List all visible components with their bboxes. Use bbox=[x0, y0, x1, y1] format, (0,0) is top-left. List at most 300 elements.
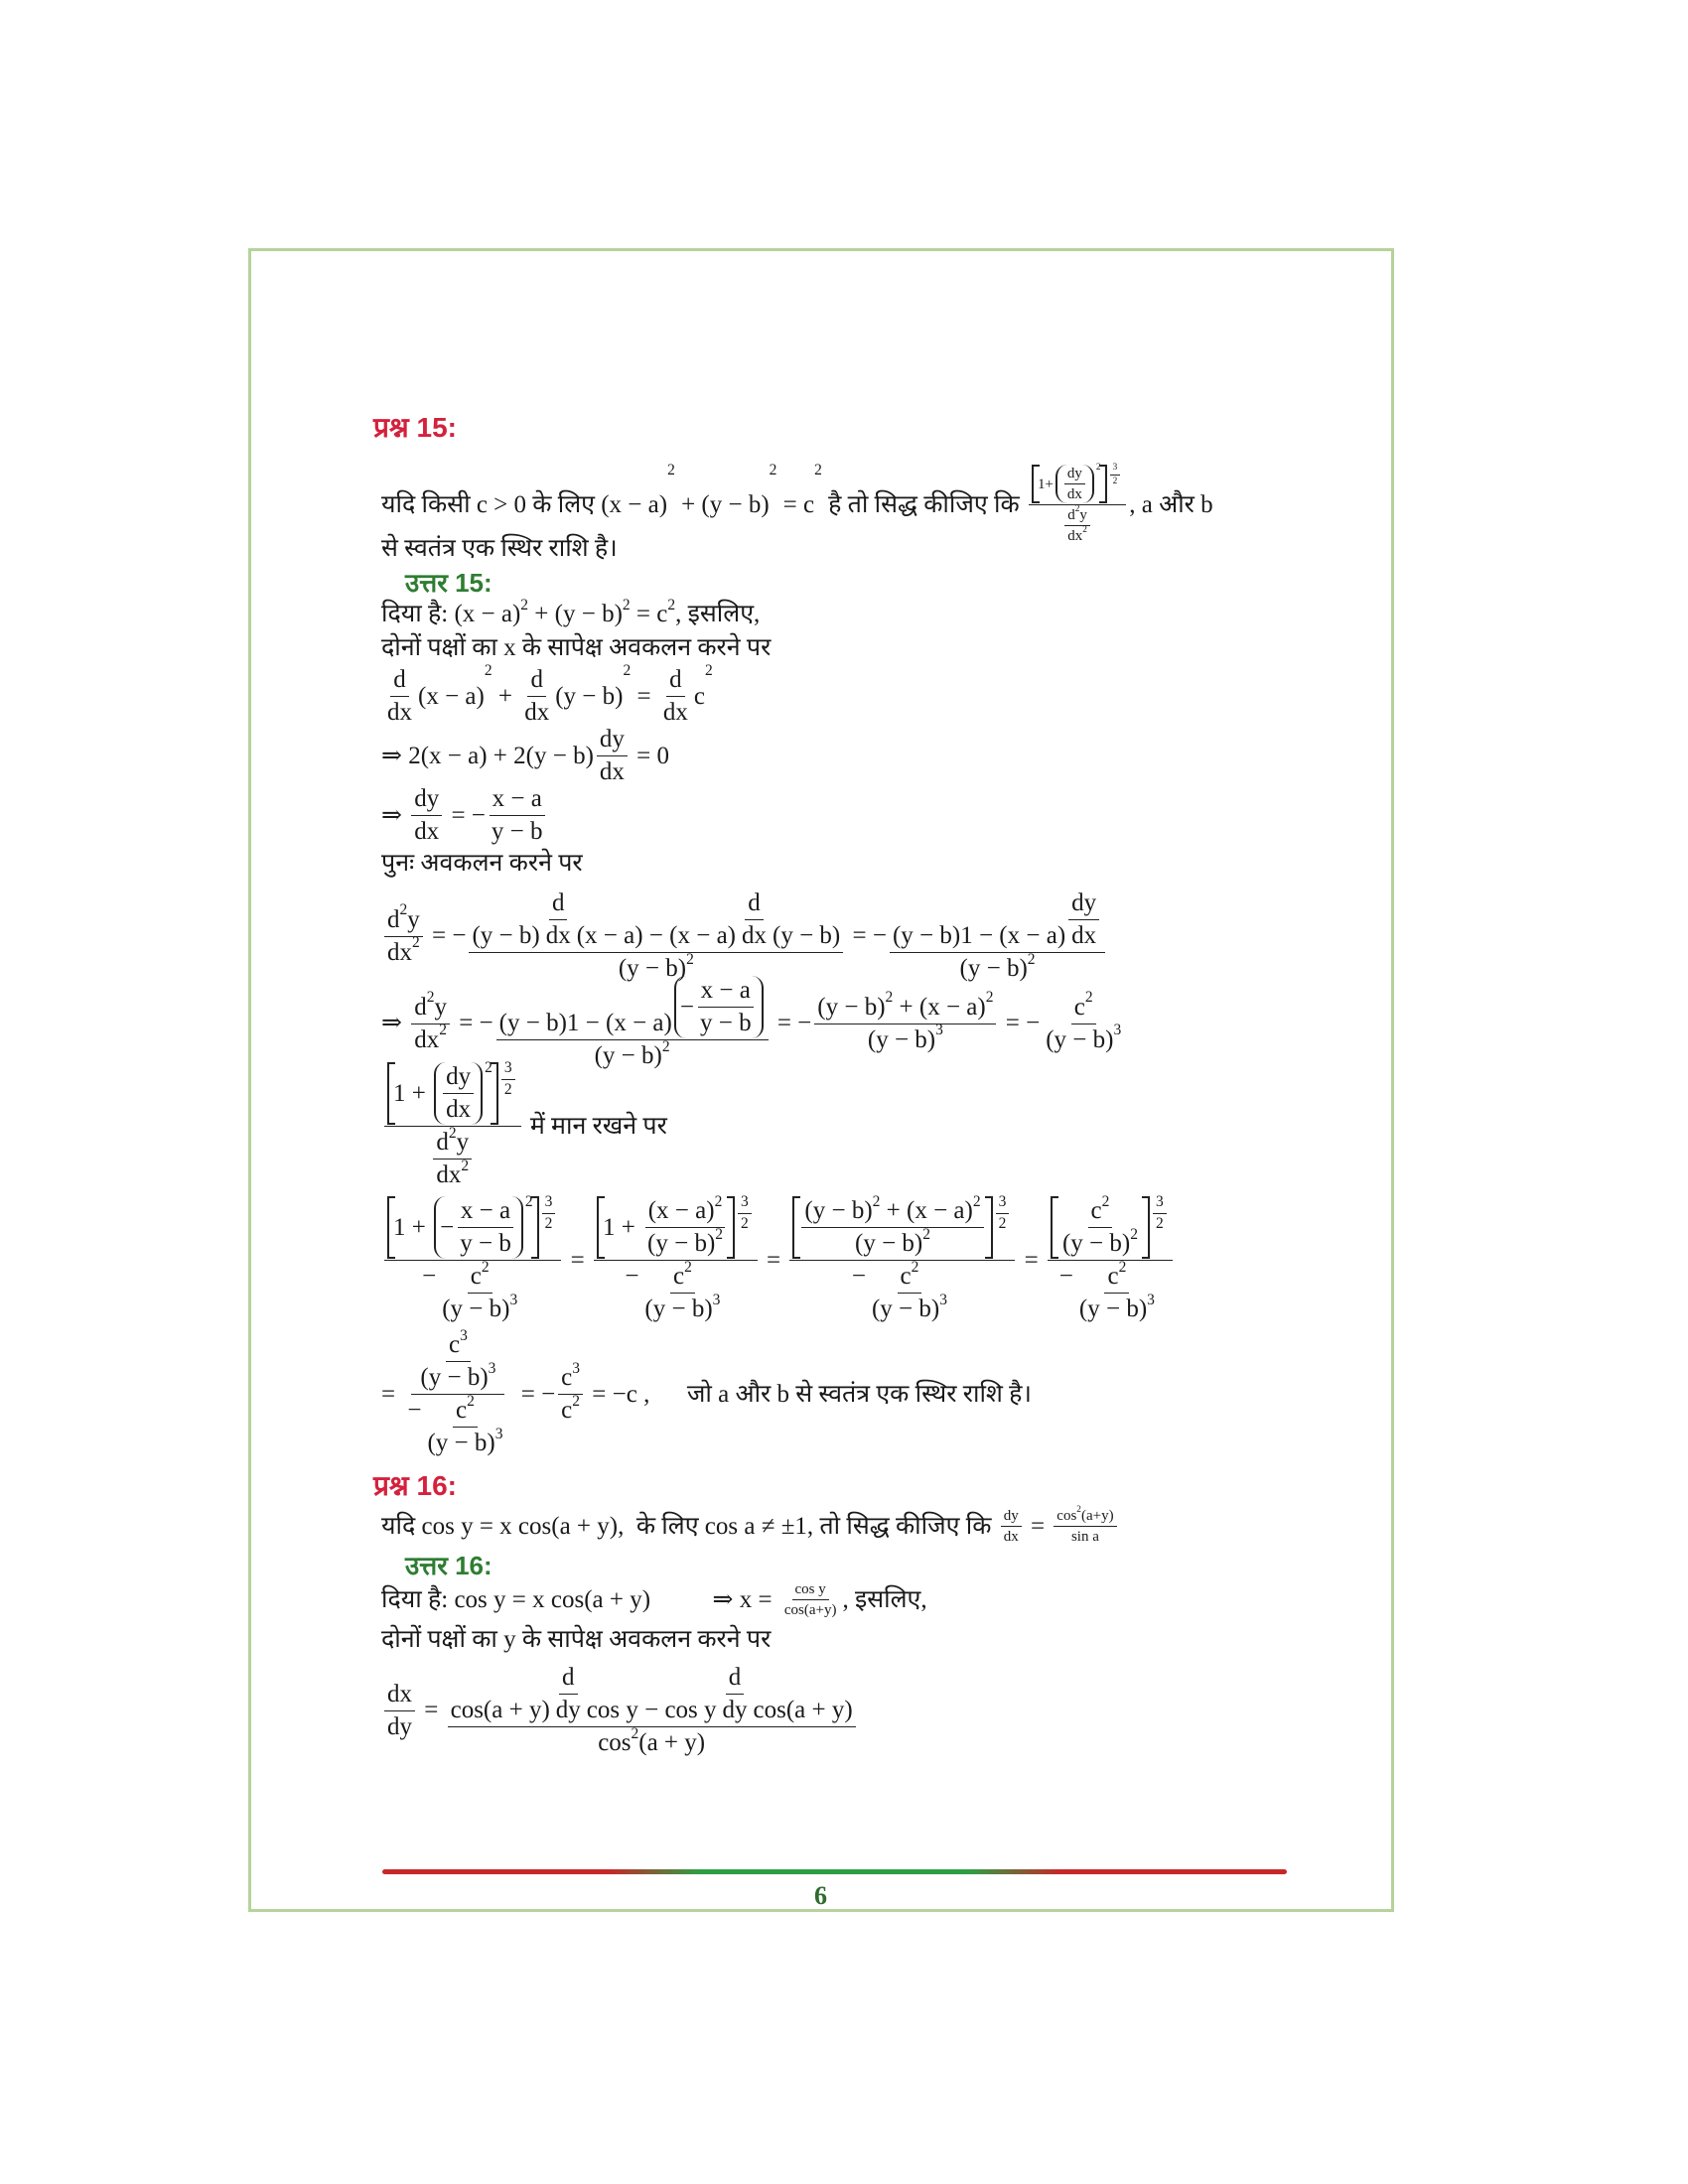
math-text: 3 bbox=[544, 1192, 553, 1210]
math-text: c bbox=[693, 682, 705, 710]
math-text: 2 bbox=[631, 1724, 639, 1742]
fraction bbox=[417, 1326, 498, 1393]
fraction bbox=[1064, 465, 1085, 503]
superscript bbox=[1096, 463, 1101, 474]
numerator bbox=[490, 784, 545, 816]
numerator bbox=[1071, 989, 1096, 1024]
math-text: (y − b) bbox=[959, 955, 1028, 982]
superscript bbox=[489, 1360, 496, 1379]
math-text: (y − b) bbox=[442, 1296, 510, 1322]
denominator bbox=[384, 934, 423, 968]
math-text: 3 bbox=[572, 1359, 581, 1377]
differentiate-again-note: पुनः अवकलन करने पर bbox=[381, 850, 583, 877]
fraction bbox=[433, 1124, 472, 1190]
fraction bbox=[501, 1059, 515, 1099]
superscript bbox=[814, 462, 822, 480]
math-text: + (y − b) bbox=[674, 490, 770, 518]
numerator bbox=[1001, 1507, 1022, 1527]
math-text: 1+ bbox=[1037, 476, 1054, 492]
math-text: 2 bbox=[520, 596, 529, 614]
numerator bbox=[1088, 1192, 1113, 1228]
math-text: + (x − a) bbox=[880, 1197, 973, 1224]
fraction bbox=[496, 976, 769, 1071]
math-text: , इसलिए, bbox=[842, 1585, 927, 1613]
equation-4 bbox=[381, 888, 1108, 984]
math-text: sin a bbox=[1070, 1529, 1099, 1545]
equation-2 bbox=[381, 725, 669, 787]
math-text: (y − b) bbox=[472, 922, 540, 949]
math-text: 2 bbox=[426, 989, 435, 1007]
math-text: 2 bbox=[481, 1258, 490, 1276]
math-text: 2 bbox=[524, 1192, 533, 1210]
math-text: 2 bbox=[622, 596, 631, 614]
math-text: (y − b)1 − (x − a) bbox=[892, 922, 1066, 949]
math-text: − bbox=[625, 1263, 639, 1290]
math-text: 2 bbox=[1155, 1214, 1164, 1232]
superscript bbox=[1107, 463, 1124, 487]
fraction bbox=[597, 725, 628, 787]
math-text: 1 + bbox=[602, 1213, 642, 1241]
superscript bbox=[1085, 989, 1093, 1008]
math-text: y − b bbox=[491, 818, 543, 845]
math-text: (y − b) bbox=[871, 1296, 940, 1322]
math-text: (y − b) bbox=[804, 1197, 873, 1224]
math-text: (x − a) bbox=[418, 682, 485, 710]
superscript bbox=[467, 1393, 475, 1412]
denominator bbox=[738, 1214, 752, 1234]
numerator bbox=[1068, 888, 1099, 920]
numerator bbox=[801, 1192, 983, 1228]
math-text: c bbox=[470, 1263, 482, 1290]
math-text: dx bbox=[387, 938, 412, 966]
superscript bbox=[922, 1226, 930, 1245]
fraction bbox=[1064, 506, 1090, 545]
numerator bbox=[384, 1058, 521, 1127]
numerator bbox=[1064, 465, 1085, 484]
denominator bbox=[849, 1258, 956, 1324]
math-text: dy bbox=[387, 1712, 412, 1740]
superscript bbox=[623, 662, 631, 681]
math-text: (y − b) bbox=[594, 1042, 662, 1069]
math-text: y bbox=[456, 1129, 470, 1156]
math-text: dx bbox=[524, 699, 550, 726]
fraction bbox=[1076, 1258, 1158, 1324]
math-text: 2 bbox=[544, 1214, 553, 1232]
question-16-heading: प्रश्न 16: bbox=[373, 1470, 457, 1501]
math-text: 2 bbox=[1095, 463, 1101, 474]
equation-3 bbox=[381, 784, 549, 847]
math-text: 3 bbox=[712, 1291, 721, 1308]
math-text: 2 bbox=[448, 1124, 457, 1142]
fraction bbox=[489, 784, 546, 847]
numerator bbox=[726, 1663, 745, 1695]
numerator bbox=[559, 1663, 578, 1695]
superscript bbox=[572, 1393, 580, 1412]
small-math bbox=[1026, 465, 1129, 545]
fraction bbox=[739, 888, 770, 951]
math-text: 2 bbox=[485, 1058, 492, 1076]
math-text: − bbox=[679, 993, 694, 1021]
numerator bbox=[433, 1124, 472, 1160]
denominator bbox=[1043, 1024, 1124, 1055]
denominator bbox=[597, 756, 628, 787]
superscript bbox=[735, 1193, 755, 1233]
fraction bbox=[996, 1193, 1010, 1233]
math-text: (x − a) bbox=[647, 1197, 715, 1224]
superscript bbox=[525, 1193, 533, 1212]
numerator bbox=[594, 1192, 758, 1261]
fraction bbox=[424, 1392, 505, 1458]
math-text: (y − b) bbox=[555, 682, 624, 710]
math-text: dx bbox=[1071, 922, 1097, 949]
numerator bbox=[597, 725, 628, 756]
denominator bbox=[404, 1392, 511, 1458]
math-text: = − bbox=[452, 1010, 493, 1036]
math-text: दिया है: cos y = x cos(a + y) ⇒ x = bbox=[381, 1585, 778, 1613]
math-text: dx bbox=[742, 922, 767, 949]
math-text: dx bbox=[414, 1025, 440, 1053]
denominator bbox=[1058, 505, 1096, 545]
superscript bbox=[449, 1125, 457, 1144]
math-text: = − bbox=[514, 1380, 556, 1408]
fraction bbox=[720, 1663, 751, 1725]
denominator bbox=[865, 1024, 946, 1055]
superscript bbox=[770, 462, 777, 480]
superscript bbox=[1082, 525, 1087, 536]
math-text: cos(a+y) bbox=[783, 1602, 837, 1618]
superscript bbox=[912, 1259, 919, 1278]
math-text: = c bbox=[630, 601, 668, 627]
math-text: = − bbox=[425, 922, 467, 949]
math-text: dy bbox=[1003, 1508, 1019, 1524]
math-text: 2 bbox=[1118, 1258, 1127, 1276]
denominator bbox=[417, 1359, 498, 1393]
square-bracket-group bbox=[1051, 1192, 1150, 1259]
fraction bbox=[1048, 1192, 1173, 1324]
parenthesis-group bbox=[434, 1196, 523, 1259]
math-text: dy bbox=[599, 726, 625, 752]
superscript bbox=[623, 597, 631, 615]
answer-16-heading: उत्तर 16: bbox=[405, 1551, 492, 1580]
superscript bbox=[400, 901, 408, 920]
math-text: − bbox=[440, 1213, 455, 1241]
math-text: 1 + bbox=[393, 1079, 433, 1107]
math-text: y bbox=[407, 905, 420, 933]
fraction bbox=[890, 888, 1105, 984]
superscript bbox=[993, 1193, 1013, 1233]
math-text: = bbox=[631, 682, 657, 710]
denominator bbox=[644, 1225, 726, 1259]
math-text: (y − b) bbox=[618, 955, 687, 982]
math-text: (y − b) bbox=[420, 1364, 489, 1391]
denominator bbox=[1064, 526, 1090, 545]
superscript bbox=[482, 1259, 490, 1278]
square-bracket-group bbox=[387, 1192, 539, 1259]
fraction bbox=[1043, 989, 1124, 1055]
denominator bbox=[1110, 476, 1121, 487]
superscript bbox=[713, 1292, 721, 1310]
math-text: 2 bbox=[572, 1392, 581, 1410]
math-text: − bbox=[407, 1397, 422, 1424]
math-text: = c bbox=[776, 490, 815, 518]
superscript bbox=[667, 597, 675, 615]
fraction bbox=[411, 784, 442, 847]
superscript bbox=[986, 989, 994, 1008]
fraction bbox=[801, 1192, 983, 1259]
fraction bbox=[660, 665, 691, 728]
answer-15-heading: उत्तर 15: bbox=[405, 568, 492, 598]
superscript bbox=[662, 1038, 670, 1057]
math-text: , इसलिए, bbox=[675, 601, 761, 627]
numerator bbox=[411, 784, 442, 816]
denominator bbox=[641, 1291, 723, 1324]
math-text: x − a bbox=[700, 977, 751, 1004]
math-text: cos(a + y) bbox=[753, 1697, 853, 1723]
math-text: 2 bbox=[1074, 504, 1080, 515]
math-text: d bbox=[387, 905, 400, 933]
math-text: 2 bbox=[667, 461, 675, 478]
math-text: − bbox=[851, 1263, 866, 1290]
numerator bbox=[1054, 1507, 1116, 1527]
math-text: 3 bbox=[1155, 1192, 1164, 1210]
math-text: 2 bbox=[467, 1392, 475, 1410]
fraction bbox=[384, 1192, 561, 1324]
square-bracket-group bbox=[597, 1192, 735, 1259]
math-text: dx bbox=[545, 922, 571, 949]
math-text: (y − b) bbox=[1078, 1296, 1148, 1322]
fraction bbox=[384, 665, 415, 728]
math-text: dx bbox=[387, 1680, 412, 1707]
math-text: 2 bbox=[1101, 1192, 1110, 1210]
math-text: 2 bbox=[461, 1157, 470, 1174]
numerator bbox=[527, 665, 546, 697]
math-text: d bbox=[393, 666, 406, 693]
math-text: 2 bbox=[412, 934, 420, 952]
superscript bbox=[939, 1292, 947, 1310]
math-text: d bbox=[748, 889, 761, 916]
math-text: 2 bbox=[684, 1258, 692, 1276]
math-text: 2 bbox=[872, 1192, 881, 1210]
math-text: 2 bbox=[1130, 1225, 1138, 1243]
numerator bbox=[411, 989, 450, 1024]
math-text: dx bbox=[599, 758, 625, 785]
equation-6 bbox=[381, 1058, 667, 1190]
math-text: (y − b) bbox=[427, 1430, 495, 1456]
denominator bbox=[660, 697, 691, 728]
math-text: (a+y) bbox=[1080, 1508, 1114, 1524]
equation-1 bbox=[381, 661, 713, 728]
square-bracket-group bbox=[792, 1192, 992, 1259]
fraction bbox=[384, 1058, 521, 1190]
fraction bbox=[814, 989, 996, 1055]
math-text: dy bbox=[414, 785, 440, 812]
math-text: dx bbox=[387, 699, 412, 726]
denominator bbox=[384, 697, 415, 728]
numerator bbox=[501, 1059, 515, 1080]
superscript bbox=[1119, 1259, 1127, 1278]
math-text: (y − b) bbox=[1046, 1025, 1114, 1053]
math-text: 3 bbox=[503, 1058, 512, 1076]
answer-15-differentiate-note: दोनों पक्षों का x के सापेक्ष अवकलन करने पर bbox=[381, 634, 772, 661]
fraction bbox=[1054, 1507, 1116, 1546]
math-text: (y − b) bbox=[647, 1230, 716, 1257]
math-text: 2 bbox=[885, 989, 894, 1007]
fraction bbox=[1059, 1192, 1141, 1259]
fraction bbox=[448, 1663, 856, 1758]
superscript bbox=[715, 1226, 723, 1245]
math-text: c bbox=[1107, 1263, 1119, 1290]
math-text: 2 bbox=[661, 1037, 670, 1055]
math-text: = bbox=[381, 1380, 402, 1408]
superscript bbox=[1102, 1193, 1110, 1212]
footer-divider bbox=[382, 1869, 1287, 1874]
math-text: 2 bbox=[814, 461, 822, 478]
math-text: (y − b) bbox=[867, 1025, 936, 1053]
numerator bbox=[384, 901, 423, 937]
math-text: ⇒ bbox=[381, 1010, 409, 1036]
fraction bbox=[738, 1193, 752, 1233]
math-text: + bbox=[492, 682, 519, 710]
denominator bbox=[542, 1214, 556, 1234]
numerator bbox=[1110, 463, 1121, 476]
math-text: cos y bbox=[794, 1581, 826, 1597]
numerator bbox=[558, 1359, 583, 1395]
fraction bbox=[543, 888, 574, 951]
numerator bbox=[453, 1392, 478, 1428]
numerator bbox=[448, 1663, 856, 1727]
superscript bbox=[1130, 1226, 1138, 1245]
square-bracket-group bbox=[1032, 465, 1107, 503]
answer-16-differentiate-note: दोनों पक्षों का y के सापेक्ष अवकलन करने पर bbox=[381, 1626, 772, 1653]
math-text: 3 bbox=[1112, 463, 1118, 474]
math-text: (y − b) bbox=[817, 993, 886, 1021]
math-text: d bbox=[551, 889, 565, 916]
equation-8 bbox=[381, 1326, 1032, 1458]
denominator bbox=[558, 1392, 583, 1426]
superscript bbox=[1028, 951, 1036, 970]
numerator bbox=[898, 1258, 922, 1294]
math-text: 3 bbox=[494, 1425, 503, 1442]
math-text: dx bbox=[662, 699, 688, 726]
math-text: 2 bbox=[741, 1214, 749, 1232]
math-text: है तो सिद्ध कीजिए कि bbox=[821, 490, 1026, 518]
numerator bbox=[468, 1258, 492, 1294]
math-text: 2 bbox=[399, 901, 408, 919]
math-text: x − a bbox=[460, 1197, 511, 1224]
superscript bbox=[705, 662, 713, 681]
math-text: (y − b) bbox=[644, 1296, 713, 1322]
superscript bbox=[495, 1426, 503, 1444]
equation-7 bbox=[381, 1192, 1176, 1324]
math-text: = − bbox=[999, 1010, 1041, 1036]
numerator bbox=[1153, 1193, 1167, 1214]
numerator bbox=[698, 976, 754, 1008]
math-text: d bbox=[669, 666, 682, 693]
math-text: 3 bbox=[741, 1192, 749, 1210]
answer-16-equation-1 bbox=[381, 1663, 859, 1758]
math-text: c bbox=[561, 1397, 573, 1424]
math-text: d bbox=[1067, 507, 1075, 523]
fraction bbox=[457, 1196, 514, 1259]
denominator bbox=[1001, 1527, 1022, 1546]
superscript bbox=[1147, 1292, 1155, 1310]
fraction bbox=[553, 1663, 584, 1725]
small-math bbox=[998, 1507, 1025, 1546]
math-text: d bbox=[562, 1664, 575, 1691]
superscript bbox=[427, 989, 435, 1008]
denominator bbox=[739, 920, 770, 951]
math-text: y bbox=[434, 993, 447, 1021]
numerator bbox=[443, 1062, 474, 1094]
math-text: cos bbox=[1056, 1508, 1077, 1524]
math-text: c bbox=[900, 1263, 912, 1290]
numerator bbox=[1064, 506, 1090, 526]
numerator bbox=[789, 1192, 1015, 1261]
math-text: − bbox=[1058, 1263, 1073, 1290]
numerator bbox=[411, 1326, 504, 1395]
math-text: dx bbox=[1003, 1529, 1019, 1545]
math-text: (y − b)1 − (x − a) bbox=[498, 1010, 672, 1036]
fraction bbox=[1153, 1193, 1167, 1233]
math-text: c > 0 bbox=[476, 490, 527, 518]
math-text: cos y − cos y bbox=[586, 1697, 717, 1723]
math-text: 3 bbox=[488, 1359, 496, 1377]
math-text: 2 bbox=[1027, 950, 1036, 968]
superscript bbox=[935, 1022, 943, 1040]
superscript bbox=[539, 1193, 559, 1233]
fraction bbox=[558, 1359, 583, 1426]
numerator bbox=[384, 1192, 561, 1261]
math-text: x − a bbox=[492, 785, 542, 812]
math-text: 2 bbox=[503, 1080, 512, 1098]
math-text: 2 bbox=[911, 1258, 919, 1276]
math-text: (y − b) bbox=[773, 922, 841, 949]
math-text: 2 bbox=[623, 661, 632, 679]
math-text: = 0 bbox=[630, 742, 670, 769]
superscript bbox=[1150, 1193, 1170, 1233]
math-text: 3 bbox=[1147, 1291, 1155, 1308]
math-text: d bbox=[414, 993, 427, 1021]
denominator bbox=[443, 1094, 474, 1125]
superscript bbox=[873, 1193, 881, 1212]
denominator bbox=[521, 697, 552, 728]
superscript bbox=[509, 1292, 517, 1310]
superscript bbox=[460, 1327, 468, 1346]
superscript bbox=[886, 989, 894, 1008]
denominator bbox=[781, 1600, 840, 1619]
numerator bbox=[814, 989, 996, 1024]
math-text: ⇒ 2(x − a) + 2(y − b) bbox=[381, 742, 594, 769]
fraction bbox=[1110, 463, 1121, 487]
denominator bbox=[543, 920, 574, 951]
math-text: 2 bbox=[484, 661, 492, 679]
math-text: y bbox=[1079, 507, 1087, 523]
fraction bbox=[644, 1192, 726, 1259]
numerator bbox=[738, 1193, 752, 1214]
numerator bbox=[458, 1196, 513, 1228]
fraction bbox=[789, 1192, 1015, 1324]
fraction bbox=[641, 1258, 723, 1324]
superscript bbox=[439, 1022, 447, 1040]
fraction bbox=[781, 1580, 840, 1619]
superscript bbox=[412, 934, 420, 953]
math-text: 3 bbox=[460, 1326, 468, 1344]
math-text: dy bbox=[722, 1697, 748, 1723]
math-text: 2 bbox=[1082, 525, 1087, 536]
fraction bbox=[384, 1680, 415, 1742]
page-number: 6 bbox=[814, 1881, 827, 1910]
math-text: 2 bbox=[1076, 1505, 1081, 1516]
